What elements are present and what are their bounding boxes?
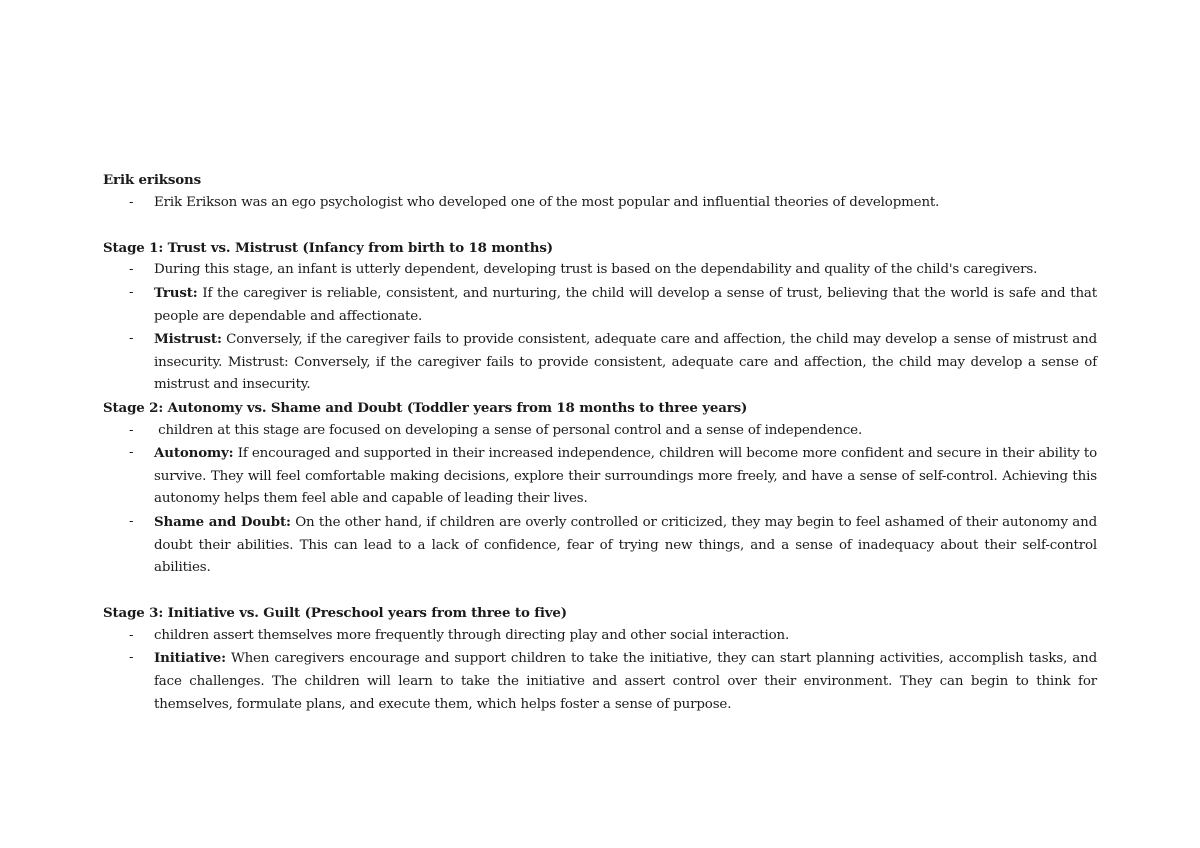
stage1-mistrust-item (103, 328, 1097, 397)
stage2-list (103, 420, 1097, 580)
stage2-overview-text: children at this stage are focused on developing a sense of personal control and a sense of independence. (158, 422, 863, 438)
spacer (103, 214, 1097, 237)
mistrust-term: Mistrust: (154, 331, 222, 348)
stage2-autonomy-item (103, 442, 1097, 511)
document-page (103, 169, 1097, 716)
intro-bullet: - Erik Erikson was an ego psychologist who developed one of the most popular and influential theories of development. (103, 192, 1097, 215)
initiative-text: When caregivers encourage and support children to take the initiative, they can start planning activities, accomplish tasks, and face challenges. The children will learn to take the initiative and assert control over their environment. They can begin to think for themselves, formulate plans, and execute them, which helps foster a sense of purpose. (154, 651, 1098, 712)
stage1-overview: - During this stage, an infant is utterly dependent, developing trust is based on the dependability and quality of the child's caregivers. (103, 259, 1097, 282)
trust-term: Trust: (154, 284, 198, 301)
stage3-list (103, 625, 1097, 716)
stage3-overview: - children assert themselves more frequently through directing play and other social interaction. (103, 625, 1097, 648)
stage2-shame-item (103, 511, 1097, 580)
stage2-overview (103, 420, 1097, 443)
autonomy-term: Autonomy: (154, 445, 234, 462)
spacer (103, 580, 1097, 603)
trust-text: If the caregiver is reliable, consistent, and nurturing, the child will develop a sense of trust, believing that the world is safe and that people are dependable and affectionate. (154, 285, 1097, 324)
initiative-term: Initiative: (154, 650, 226, 667)
intro-heading: Erik eriksons (103, 172, 202, 188)
shame-term: Shame and Doubt: (154, 513, 291, 530)
stage3-initiative-item (103, 647, 1097, 716)
intro-list (103, 192, 1097, 215)
stage1-list (103, 259, 1097, 397)
stage1-trust-item (103, 282, 1097, 328)
stage3-heading: Stage 3: Initiative vs. Guilt (Preschool years from three to five) (103, 605, 567, 622)
shame-text: On the other hand, if children are overly controlled or criticized, they may begin to feel ashamed of their autonomy and doubt their abilities. This can lead to a lack of confidence, fear of trying new things, and a sense of inadequacy about their self-control abilities. (154, 514, 1098, 576)
mistrust-text: Conversely, if the caregiver fails to provide consistent, adequate care and affection, the child may develop a sense of mistrust and insecurity. Mistrust: Conversely, if the caregiver fails to provide consistent, adequate care and affection, the child may develop a sense of mistrust and insecurity. (154, 332, 1097, 393)
autonomy-text: If encouraged and supported in their increased independence, children will become more confident and secure in their ability to survive. They will feel comfortable making decisions, explore their surroundings more freely, and have a sense of self-control. Achieving this autonomy helps them feel able and capable of leading their lives. (154, 446, 1097, 507)
stage2-heading: Stage 2: Autonomy vs. Shame and Doubt (Toddler years from 18 months to three years) (103, 399, 748, 416)
stage1-heading: Stage 1: Trust vs. Mistrust (Infancy from birth to 18 months) (103, 239, 553, 256)
